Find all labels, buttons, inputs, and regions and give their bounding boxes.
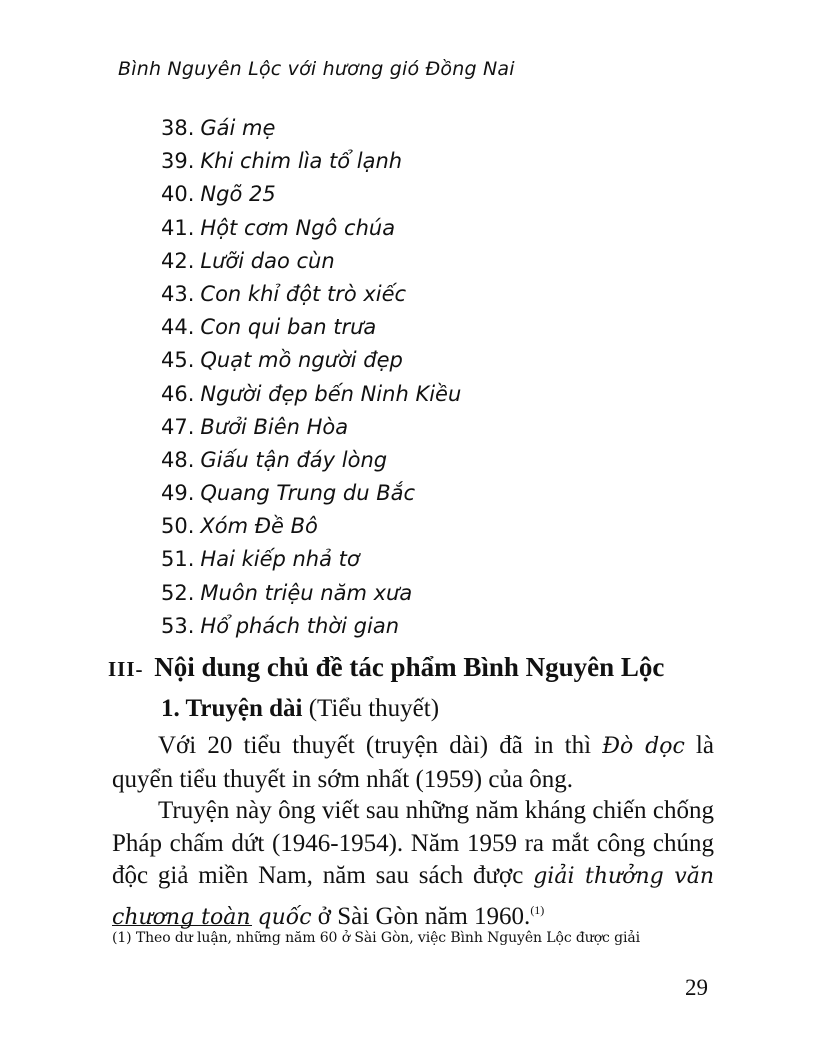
item-title: Người đẹp bến Ninh Kiều (200, 381, 462, 406)
item-number: 53. (161, 613, 195, 638)
page-number: 29 (685, 975, 708, 1000)
list-item (161, 446, 461, 479)
item-number: 49. (161, 481, 195, 506)
list-item (161, 214, 461, 247)
item-number: 51. (161, 547, 195, 572)
body-paragraph (112, 795, 714, 934)
subsection-heading (161, 695, 439, 723)
item-number: 45. (161, 348, 195, 373)
list-item (161, 346, 461, 379)
item-title: Gái mẹ (200, 116, 276, 140)
section-heading (108, 652, 664, 683)
list-item (161, 114, 461, 147)
item-title: Muôn triệu năm xưa (200, 580, 413, 605)
award-name: giải thưởng văn chương toàn quốc (112, 864, 714, 930)
item-title: Giấu tận đáy lòng (200, 447, 388, 472)
item-title: Quang Trung du Bắc (200, 481, 416, 506)
item-title: Ngõ 25 (200, 182, 276, 207)
subsection-subtitle: (Tiểu thuyết) (302, 695, 440, 722)
item-number: 44. (161, 315, 195, 340)
item-number: 48. (161, 447, 195, 472)
item-title: Bưởi Biên Hòa (200, 414, 349, 439)
item-number: 50. (161, 514, 195, 539)
list-item (161, 380, 461, 413)
section-title: Nội dung chủ đề tác phẩm Bình Nguyên Lộc (154, 652, 665, 682)
item-title: Xóm Đề Bô (200, 514, 318, 539)
item-number: 47. (161, 414, 195, 439)
item-title: Con qui ban trưa (200, 315, 377, 340)
subsection-title: 1. Truyện dài (161, 695, 303, 722)
list-item (161, 579, 461, 612)
paragraph-text: Truyện này ông viết sau những năm kháng chiến chống Pháp chấm dứt (1946-1954). Năm 1959 ra mắt công chúng độc giả miền Nam, năm sau sách được (112, 797, 714, 889)
list-item (161, 413, 461, 446)
footnote-divider (112, 925, 252, 926)
item-number: 39. (161, 149, 195, 174)
list-item (161, 612, 461, 645)
list-item (161, 512, 461, 545)
item-title: Quạt mồ người đẹp (200, 348, 403, 373)
item-number: 52. (161, 580, 195, 605)
item-title: Khi chim lìa tổ lạnh (200, 149, 403, 174)
item-number: 43. (161, 281, 195, 306)
running-header: Bình Nguyên Lộc với hương gió Đồng Nai (118, 58, 515, 80)
item-number: 38. (161, 116, 195, 140)
paragraph-text: Với 20 tiểu thuyết (truyện dài) đã in thì (158, 732, 603, 759)
item-number: 42. (161, 248, 195, 273)
list-item (161, 313, 461, 346)
paragraph-text: ở Sài Gòn năm 1960. (311, 902, 531, 930)
footnote: (1) Theo dư luận, những năm 60 ở Sài Gòn, việc Bình Nguyên Lộc được giải (112, 930, 640, 946)
item-number: 46. (161, 381, 195, 406)
section-numeral: III- (108, 657, 144, 681)
paragraph-text: là quyển tiểu thuyết in sớm nhất (1959) của ông. (112, 732, 714, 793)
item-title: Con khỉ đột trò xiếc (200, 281, 407, 306)
item-title: Hổ phách thời gian (200, 613, 400, 638)
list-item (161, 147, 461, 180)
book-title: Đò dọc (602, 734, 685, 759)
footnote-reference[interactable]: (1) (530, 902, 545, 917)
item-number: 40. (161, 182, 195, 207)
list-item (161, 280, 461, 313)
works-list (161, 114, 461, 645)
item-number: 41. (161, 215, 195, 240)
item-title: Hai kiếp nhả tơ (200, 547, 360, 572)
list-item (161, 479, 461, 512)
body-paragraph (112, 730, 714, 796)
list-item (161, 247, 461, 280)
item-title: Hột cơm Ngô chúa (200, 215, 396, 240)
list-item (161, 180, 461, 213)
list-item (161, 545, 461, 578)
item-title: Lưỡi dao cùn (200, 248, 335, 273)
